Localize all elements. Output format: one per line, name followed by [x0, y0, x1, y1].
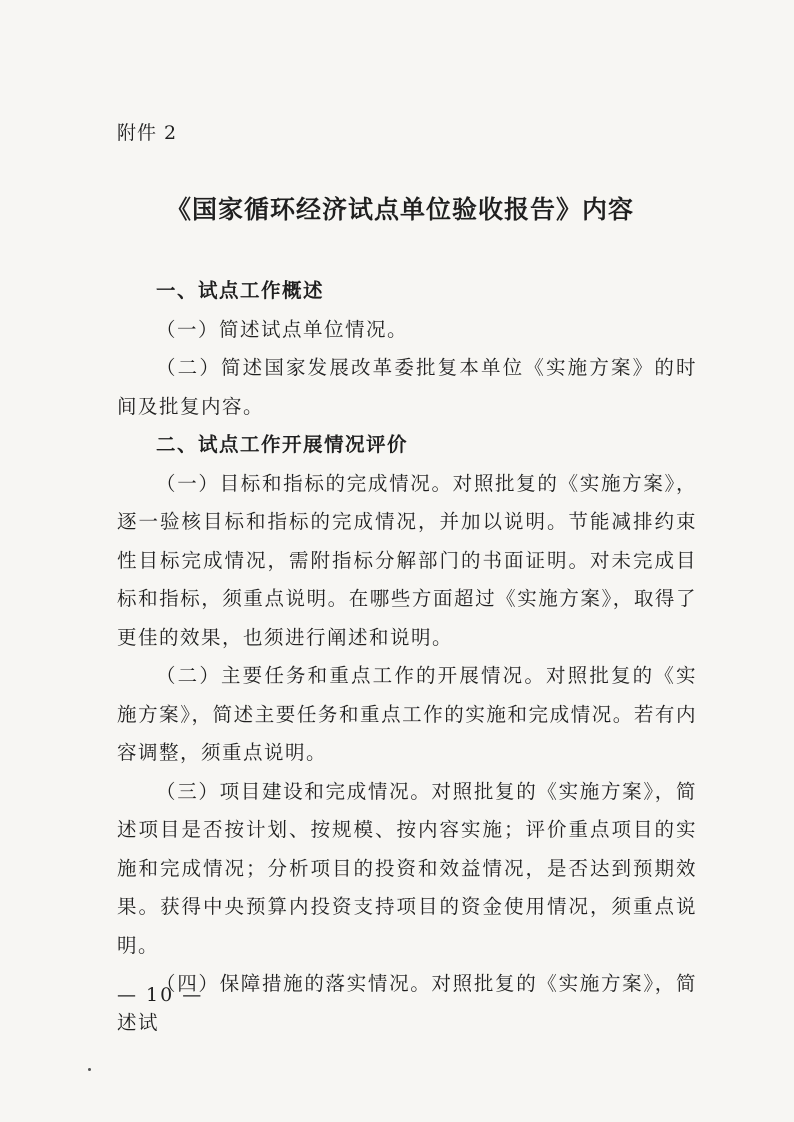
attachment-label: 附件 2 [117, 122, 178, 144]
paragraph: （一）简述试点单位情况。 [156, 317, 409, 341]
section-heading: 一、试点工作概述 [156, 279, 325, 302]
paragraph: （二）主要任务和重点工作的开展情况。对照批复的《实施方案》，简述主要任务和重点工作的实施和完成情况。若有内容调整，须重点说明。 [117, 664, 697, 764]
section-heading: 二、试点工作开展情况评价 [156, 433, 409, 456]
paragraph: （一）目标和指标的完成情况。对照批复的《实施方案》，逐一验核目标和指标的完成情况，并加以说明。节能减排约束性目标完成情况，需附指标分解部门的书面证明。对未完成目标和指标，须重点说明。在哪些方面超过《实施方案》，取得了更佳的效果，也须进行阐述和说明。 [117, 471, 697, 649]
paragraph: （二）简述国家发展改革委批复本单位《实施方案》的时间及批复内容。 [117, 356, 697, 418]
document-title: 《国家循环经济试点单位验收报告》内容 [165, 195, 634, 224]
paragraph: （三）项目建设和完成情况。对照批复的《实施方案》，简述项目是否按计划、按规模、按内容实施；评价重点项目的实施和完成情况；分析项目的投资和效益情况，是否达到预期效果。获得中央预算内投资支持项目的资金使用情况，须重点说明。 [117, 779, 697, 957]
document-body [117, 272, 697, 1042]
paragraph: （四）保障措施的落实情况。对照批复的《实施方案》，简述试 [117, 972, 697, 1034]
scan-speck [88, 1068, 91, 1071]
page-number: — 10 — [117, 984, 204, 1006]
